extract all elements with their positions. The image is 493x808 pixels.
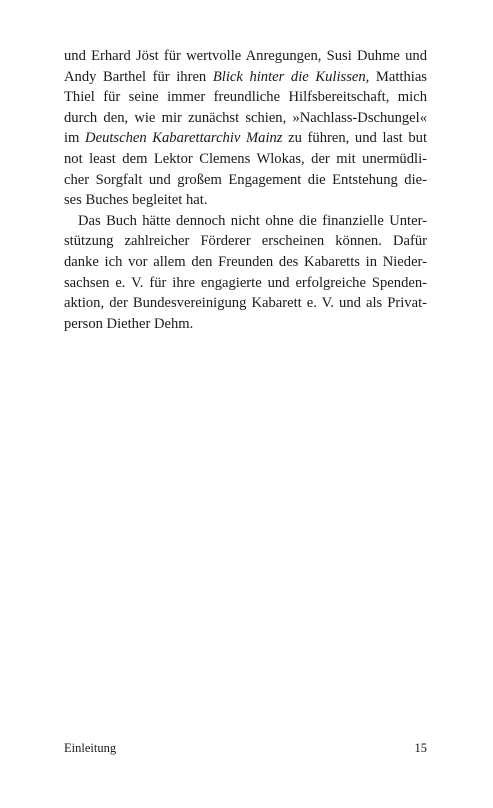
text-line [64,128,427,149]
running-title: Einleitung [64,741,117,755]
text-line: not least dem Lektor Clemens Wlokas, der mit unermüdli- [64,150,427,167]
text-line: und Erhard Jöst für wertvolle Anregungen, Susi Duhme und [64,48,427,64]
text-line: cher Sorgfalt und großem Engagement die Entstehung die- [64,171,427,188]
text-line: sachsen e. V. für ihre engagierte und erfolgreiche Spenden- [64,274,427,291]
text-line: durch den, wie mir zunächst schien, »Nachlass-Dschungel« [64,109,427,126]
text-line: aktion, der Bundesvereinigung Kabarett e. V. und als Privat- [64,295,427,312]
paragraph-acknowledgements [64,46,427,211]
text-run: Matthias [369,68,427,85]
text-line: Thiel für seine immer freundliche Hilfsbereitschaft, mich [64,89,427,106]
page-number: 15 [414,741,427,755]
text-run: im [64,130,86,147]
paragraph-funding [64,211,427,335]
text-line [64,67,427,88]
italic-archive-name: Deutschen Kabarettarchiv Mainz [85,130,283,147]
text-line: Das Buch hätte dennoch nicht ohne die finanzielle Unter- [78,212,427,229]
text-line: ses Buches begleitet hat. [64,192,208,209]
text-run: zu führen, und last but [282,130,427,147]
text-line: danke ich vor allem den Freunden des Kabaretts in Nieder- [64,253,427,270]
text-line: person Diether Dehm. [64,315,194,332]
text-line: stützung zahlreicher Förderer erscheinen können. Dafür [64,233,427,250]
body-text [64,46,427,334]
text-run: Andy Barthel für ihren [64,68,213,85]
italic-title: Blick hinter die Kulissen, [212,68,370,85]
